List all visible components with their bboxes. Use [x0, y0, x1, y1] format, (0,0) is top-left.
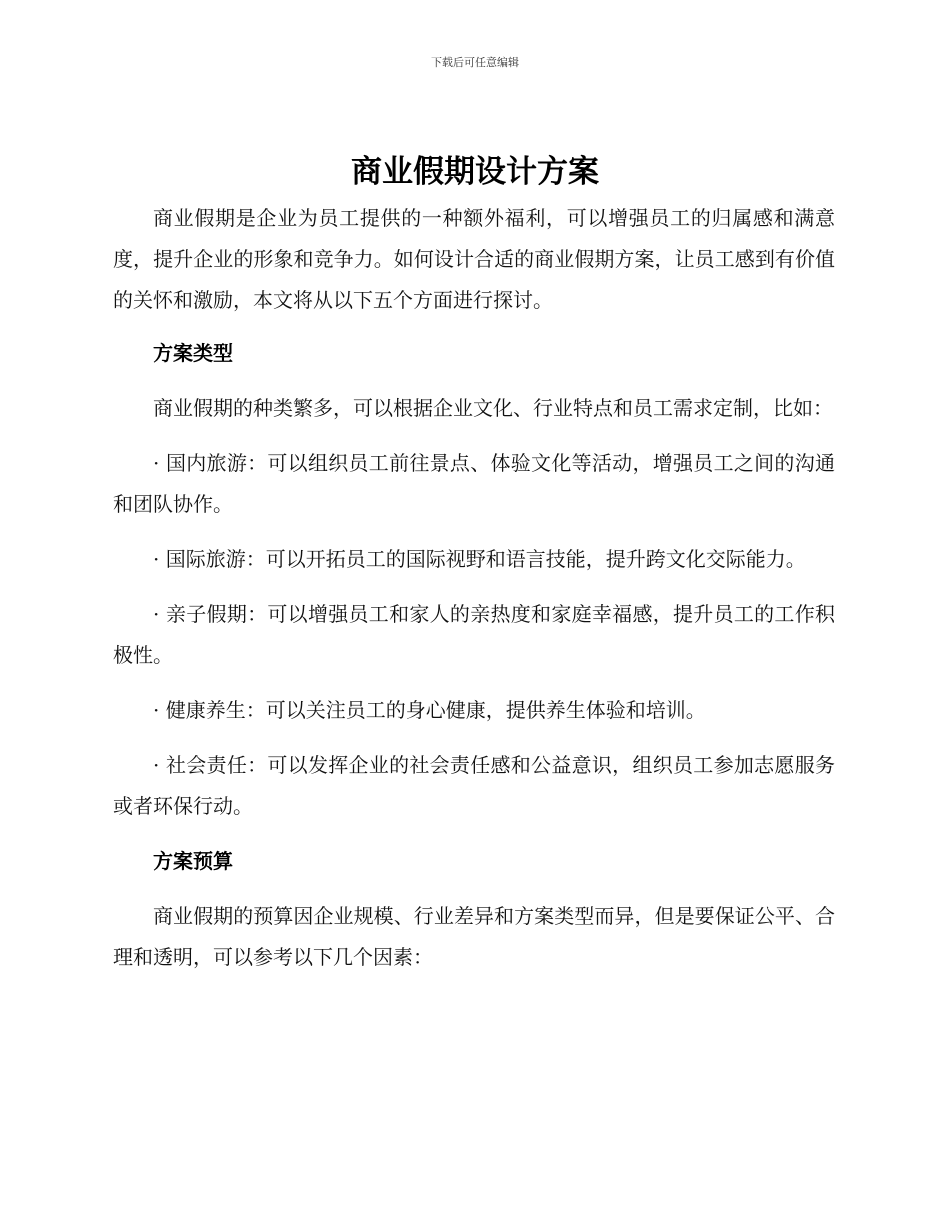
list-item: · 社会责任：可以发挥企业的社会责任感和公益意识，组织员工参加志愿服务或者环保行动。: [113, 753, 835, 818]
types-lead-paragraph: 商业假期的种类繁多，可以根据企业文化、行业特点和员工需求定制，比如：: [153, 396, 833, 420]
list-item: · 国内旅游：可以组织员工前往景点、体验文化等活动，增强员工之间的沟通和团队协作。: [113, 451, 835, 516]
document-body: [113, 198, 835, 992]
section-heading-budget: 方案预算: [153, 849, 233, 873]
document-title: 商业假期设计方案: [351, 154, 599, 190]
intro-paragraph: 商业假期是企业为员工提供的一种额外福利，可以增强员工的归属感和满意度，提升企业的形象和竞争力。如何设计合适的商业假期方案，让员工感到有价值的关怀和激励，本文将从以下五个方面进行探讨。: [113, 206, 835, 312]
header-note: 下载后可任意编辑: [431, 56, 519, 69]
list-item: · 国际旅游：可以开拓员工的国际视野和语言技能，提升跨文化交际能力。: [153, 547, 806, 571]
list-item: · 健康养生：可以关注员工的身心健康，提供养生体验和培训。: [153, 698, 706, 722]
list-item: · 亲子假期：可以增强员工和家人的亲热度和家庭幸福感，提升员工的工作积极性。: [113, 602, 835, 667]
budget-lead-paragraph: 商业假期的预算因企业规模、行业差异和方案类型而异，但是要保证公平、合理和透明，可以参考以下几个因素：: [113, 904, 835, 969]
section-heading-types: 方案类型: [153, 341, 233, 365]
